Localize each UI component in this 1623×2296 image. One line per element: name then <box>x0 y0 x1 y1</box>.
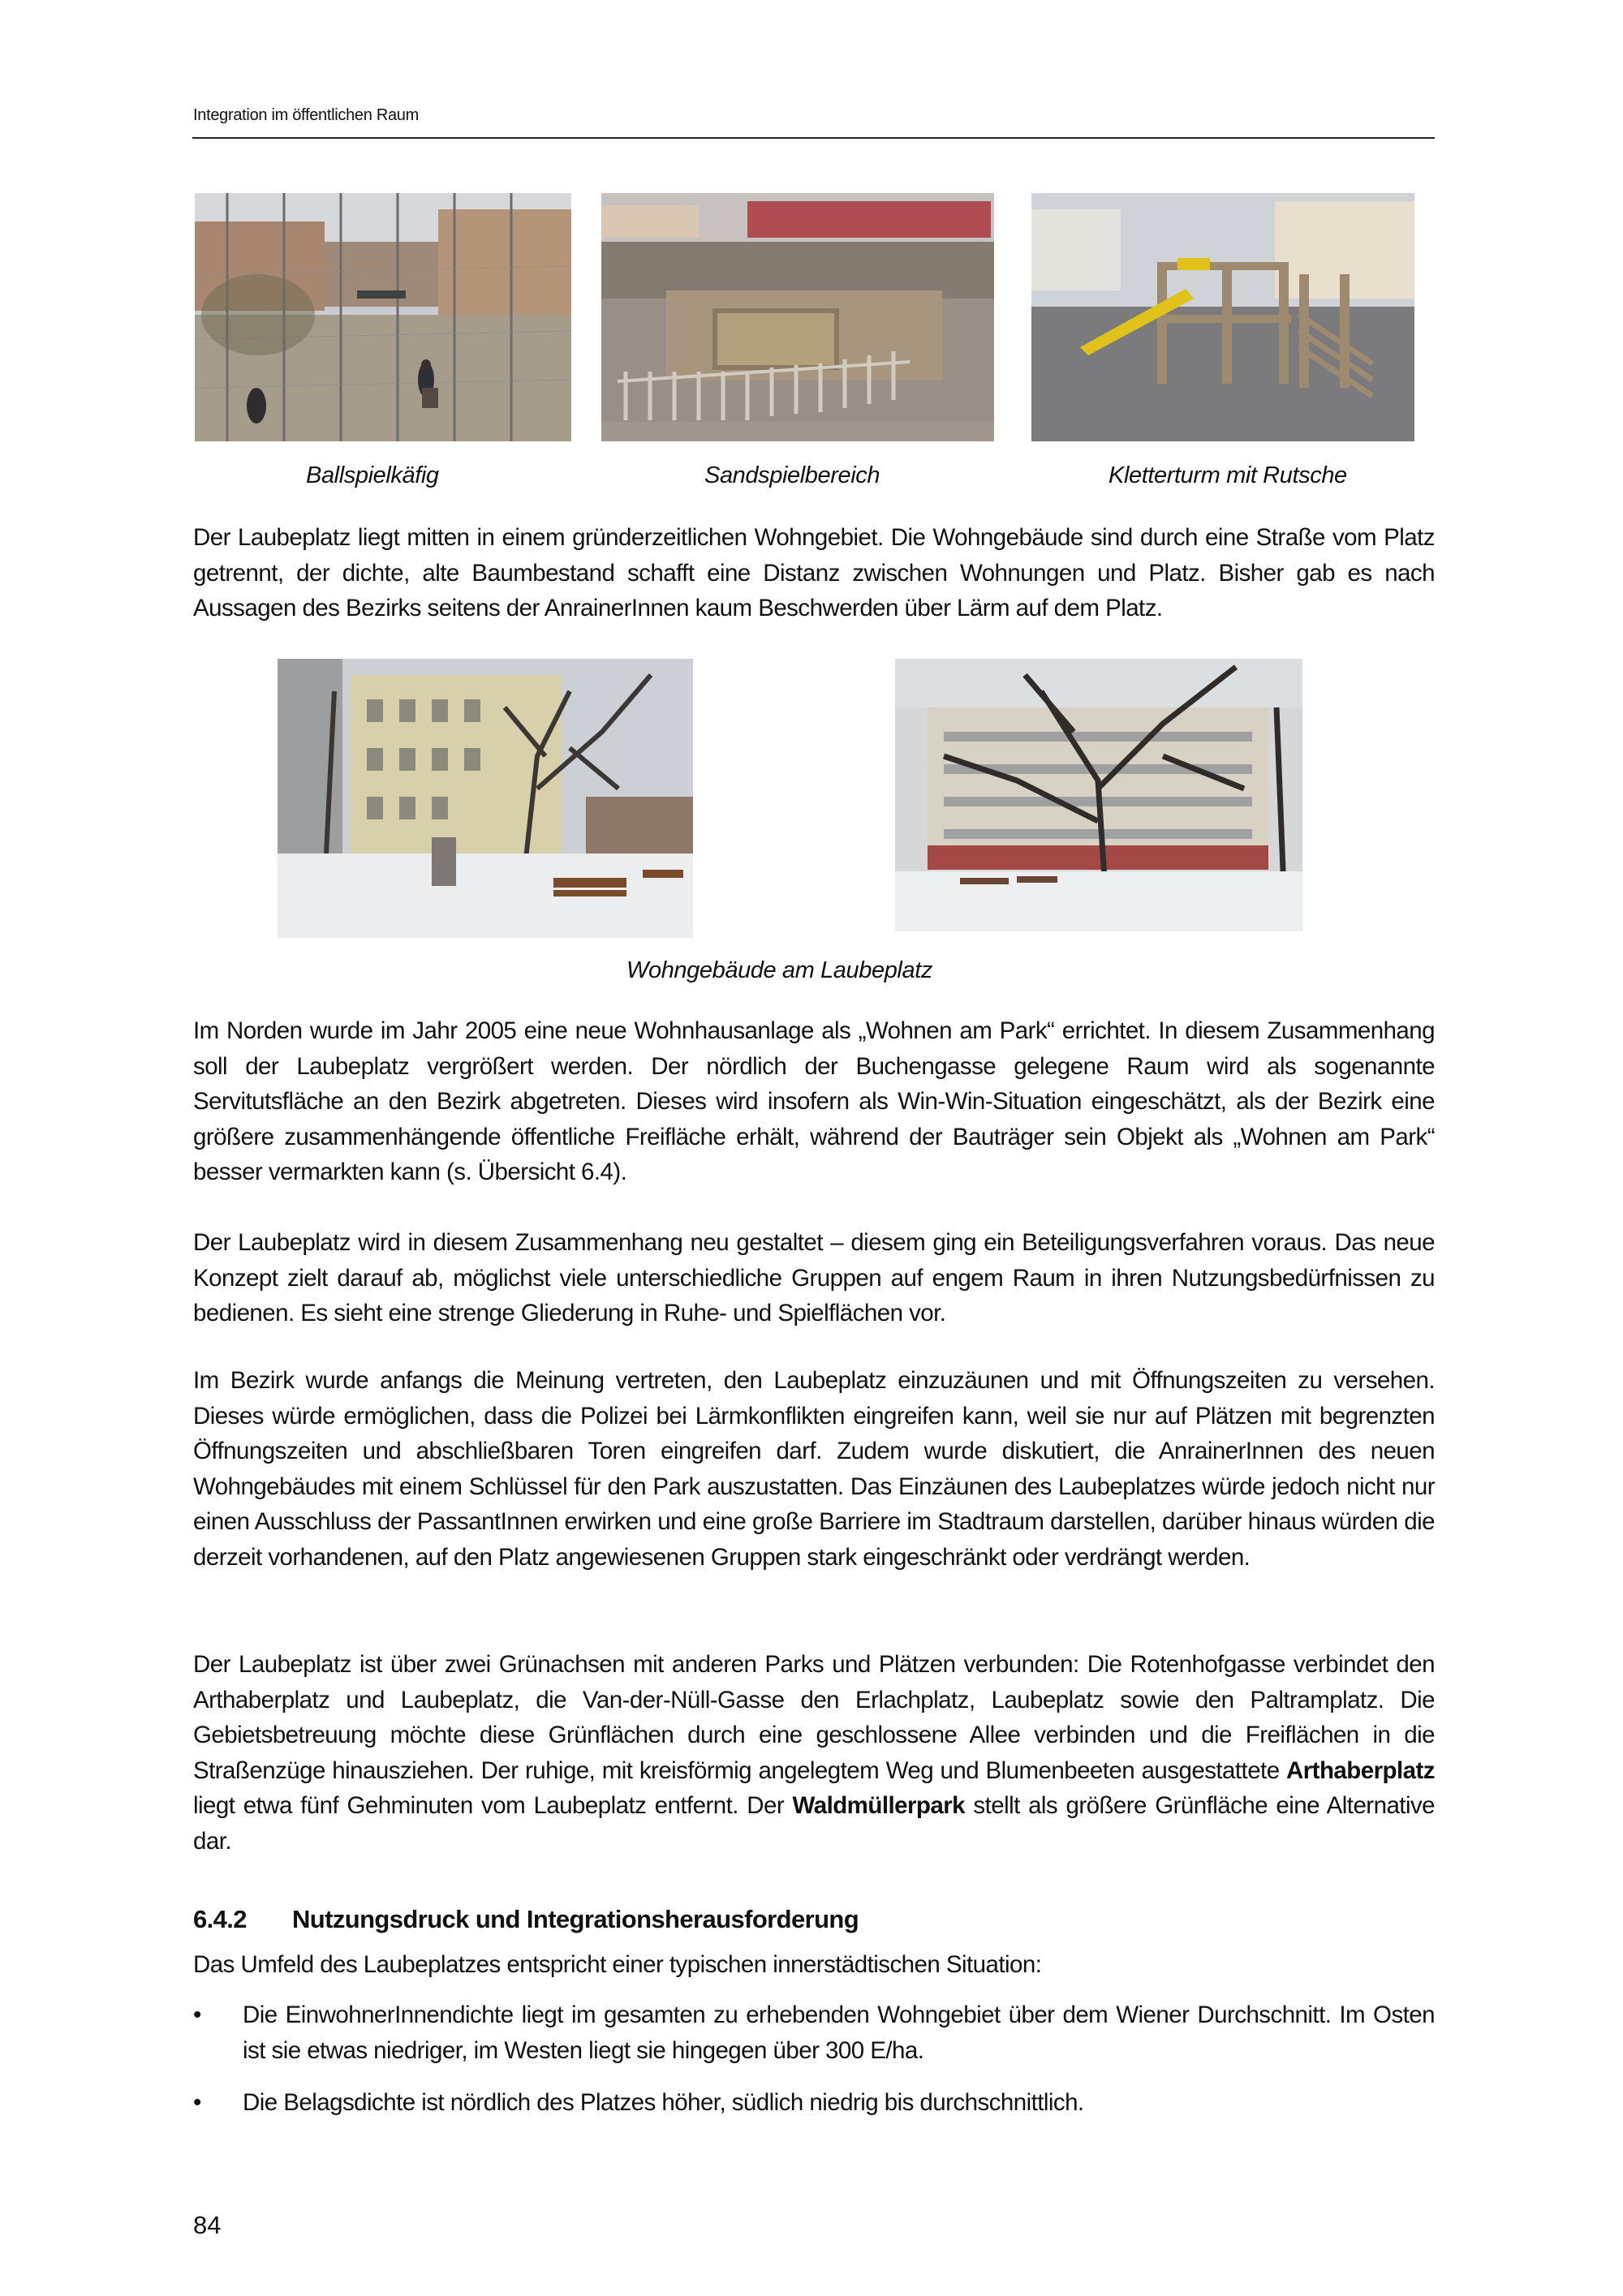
paragraph-green-axes-text-3: stellt als größere Grünfläche eine Alternative dar. <box>193 1792 1436 1855</box>
photo-residential-buildings-right <box>895 659 1302 931</box>
section-heading <box>193 1905 859 1934</box>
photo-ball-cage <box>195 193 571 441</box>
photo-climbing-tower <box>1031 193 1414 441</box>
arthaberplatz-name: Arthaberplatz <box>1286 1756 1435 1784</box>
caption-residential-buildings: Wohngebäude am Laubeplatz <box>626 957 932 983</box>
section-number: 6.4.2 <box>193 1905 247 1933</box>
paragraph-green-axes-text-1: Der Laubeplatz ist über zwei Grünachsen mit anderen Parks und Plätzen verbunden: Die Rotenhofgasse verbindet den Arthaberplatz und Laubeplatz, die Van-der-Nüll-Gasse den Erlachplatz, Laubeplatz sowie den Paltramplatz. Die Gebietsbetreuung möchte diese Grünflächen durch eine geschlossene Allee verbinden und die Freiflächen in die Straßenzüge hinausziehen. Der ruhige, mit kreisförmig angelegtem Weg und Blumenbeeten ausgestattete <box>193 1651 1435 1784</box>
bullet-marker: • <box>193 2001 201 2028</box>
bullet-marker: • <box>193 2089 201 2116</box>
paragraph-new-housing: Im Norden wurde im Jahr 2005 eine neue Wohnhausanlage als „Wohnen am Park“ errichtet. In diesem Zusammenhang soll der Laubeplatz vergrößert werden. Der nördlich der Buchengasse gelegene Raum wird als sogenannte Servitutsfläche an den Bezirk abgetreten. Dieses wird insofern als Win-Win-Situation eingeschätzt, als der Bezirk eine größere zusammenhängende öffentliche Freifläche erhält, während der Bauträger sein Objekt als „Wohnen am Park“ besser vermarkten kann (s. Übersicht 6.4). <box>193 1017 1435 1185</box>
photo-residential-buildings-left <box>278 659 693 938</box>
paragraph-redesign: Der Laubeplatz wird in diesem Zusammenhang neu gestaltet – diesem ging ein Beteiligungsverfahren voraus. Das neue Konzept zielt darauf ab, möglichst viele unterschiedliche Gruppen auf engem Raum in ihren Nutzungsbedürfnissen zu bedienen. Es sieht eine strenge Gliederung in Ruhe- und Spielflächen vor. <box>193 1229 1435 1326</box>
photo-sandpit <box>601 193 994 441</box>
waldmuellerpark-name: Waldmüllerpark <box>792 1792 966 1819</box>
paragraph-green-axes <box>193 1647 1435 1859</box>
running-header: Integration im öffentlichen Raum <box>193 106 419 124</box>
page-number: 84 <box>193 2211 222 2239</box>
bullet-item-density <box>193 1997 1435 2068</box>
bullet-text: Die EinwohnerInnendichte liegt im gesamten zu erhebenden Wohngebiet über dem Wiener Durchschnitt. Im Osten ist sie etwas niedriger, im Westen liegt sie hingegen über 300 E/ha. <box>243 2001 1435 2064</box>
paragraph-green-axes-text-2: liegt etwa fünf Gehminuten vom Laubeplatz entfernt. Der <box>193 1792 793 1819</box>
paragraph-fencing-debate: Im Bezirk wurde anfangs die Meinung vertreten, den Laubeplatz einzuzäunen und mit Öffnungszeiten zu versehen. Dieses würde ermöglichen, dass die Polizei bei Lärmkonflikten eingreifen kann, weil sie nur auf Plätzen mit begrenzten Öffnungszeiten und abschließbaren Toren eingreifen darf. Zudem wurde diskutiert, die AnrainerInnen des neuen Wohngebäudes mit einem Schlüssel für den Park auszustatten. Das Einzäunen des Laubeplatzes würde jedoch nicht nur einen Ausschluss der PassantInnen erwirken und eine große Barriere im Stadtraum darstellen, darüber hinaus würden die derzeit vorhandenen, auf den Platz angewiesenen Gruppen stark eingeschränkt oder verdrängt werden. <box>193 1367 1435 1571</box>
paragraph-location: Der Laubeplatz liegt mitten in einem gründerzeitlichen Wohngebiet. Die Wohngebäude sind durch eine Straße vom Platz getrennt, der dichte, alte Baumbestand schafft eine Distanz zwischen Wohnungen und Platz. Bisher gab es nach Aussagen des Bezirks seitens der AnrainerInnen kaum Beschwerden über Lärm auf dem Platz. <box>193 524 1435 621</box>
bullet-text: Die Belagsdichte ist nördlich des Platzes höher, südlich niedrig bis durchschnittlich. <box>243 2089 1084 2116</box>
caption-climbing-tower: Kletterturm mit Rutsche <box>1109 462 1347 488</box>
header-rule <box>192 137 1435 139</box>
caption-ball-cage: Ballspielkäfig <box>306 462 439 488</box>
section-intro: Das Umfeld des Laubeplatzes entspricht einer typischen innerstädtischen Situation: <box>193 1951 1042 1978</box>
section-title: Nutzungsdruck und Integrationsherausforderung <box>292 1905 859 1933</box>
bullet-item-occupancy <box>193 2085 1435 2121</box>
caption-sandpit: Sandspielbereich <box>704 462 880 488</box>
